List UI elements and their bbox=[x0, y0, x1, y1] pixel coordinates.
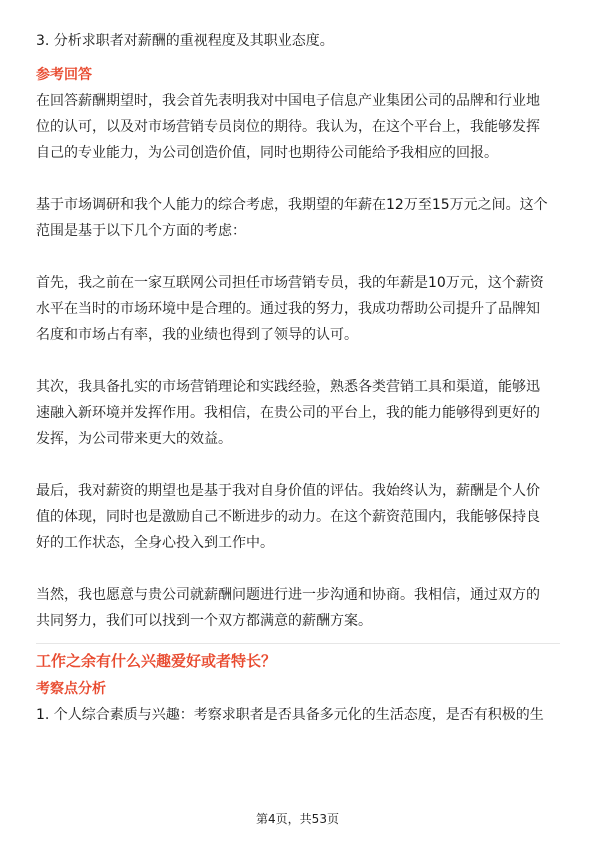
answer-body bbox=[36, 88, 560, 634]
answer-paragraph bbox=[36, 478, 560, 556]
section-divider bbox=[36, 643, 560, 644]
paragraph-line: 首先，我之前在一家互联网公司担任市场营销专员，我的年薪是10万元，这个薪资 bbox=[36, 275, 544, 291]
paragraph-line: 共同努力，我们可以找到一个双方都满意的薪酬方案。 bbox=[36, 613, 372, 629]
paragraph-line: 发挥，为公司带来更大的效益。 bbox=[36, 431, 232, 447]
paragraph-line: 速融入新环境并发挥作用。我相信，在贵公司的平台上，我的能力能够得到更好的 bbox=[36, 405, 540, 421]
paragraph-line: 在回答薪酬期望时，我会首先表明我对中国电子信息产业集团公司的品牌和行业地 bbox=[36, 93, 540, 109]
paragraph-line: 范围是基于以下几个方面的考虑： bbox=[36, 223, 246, 239]
paragraph-line: 水平在当时的市场环境中是合理的。通过我的努力，我成功帮助公司提升了品牌知 bbox=[36, 301, 540, 317]
answer-paragraph bbox=[36, 270, 560, 348]
analysis-heading: 考察点分析 bbox=[36, 681, 106, 697]
paragraph-line: 其次，我具备扎实的市场营销理论和实践经验，熟悉各类营销工具和渠道，能够迅 bbox=[36, 379, 540, 395]
paragraph-line: 基于市场调研和我个人能力的综合考虑，我期望的年薪在12万至15万元之间。这个 bbox=[36, 197, 548, 213]
paragraph-line: 自己的专业能力，为公司创造价值，同时也期待公司能给予我相应的回报。 bbox=[36, 145, 498, 161]
paragraph-line: 名度和市场占有率，我的业绩也得到了领导的认可。 bbox=[36, 327, 358, 343]
answer-paragraph bbox=[36, 192, 560, 244]
paragraph-line: 值的体现，同时也是激励自己不断进步的动力。在这个薪资范围内，我能够保持良 bbox=[36, 509, 540, 525]
paragraph-line: 当然，我也愿意与贵公司就薪酬问题进行进一步沟通和协商。我相信，通过双方的 bbox=[36, 587, 540, 603]
page-number: 第4页，共53页 bbox=[256, 812, 339, 826]
paragraph-line: 好的工作状态，全身心投入到工作中。 bbox=[36, 535, 274, 551]
answer-paragraph bbox=[36, 88, 560, 166]
answer-heading: 参考回答 bbox=[36, 67, 92, 83]
answer-paragraph bbox=[36, 582, 560, 634]
answer-paragraph bbox=[36, 374, 560, 452]
intro-point: 3. 分析求职者对薪酬的重视程度及其职业态度。 bbox=[36, 33, 334, 49]
analysis-point: 1. 个人综合素质与兴趣：考察求职者是否具备多元化的生活态度，是否有积极的生 bbox=[36, 707, 544, 723]
question-heading: 工作之余有什么兴趣爱好或者特长？ bbox=[36, 652, 277, 670]
document-page bbox=[36, 28, 560, 728]
paragraph-line: 位的认可，以及对市场营销专员岗位的期待。我认为，在这个平台上，我能够发挥 bbox=[36, 119, 540, 135]
paragraph-line: 最后，我对薪资的期望也是基于我对自身价值的评估。我始终认为，薪酬是个人价 bbox=[36, 483, 540, 499]
